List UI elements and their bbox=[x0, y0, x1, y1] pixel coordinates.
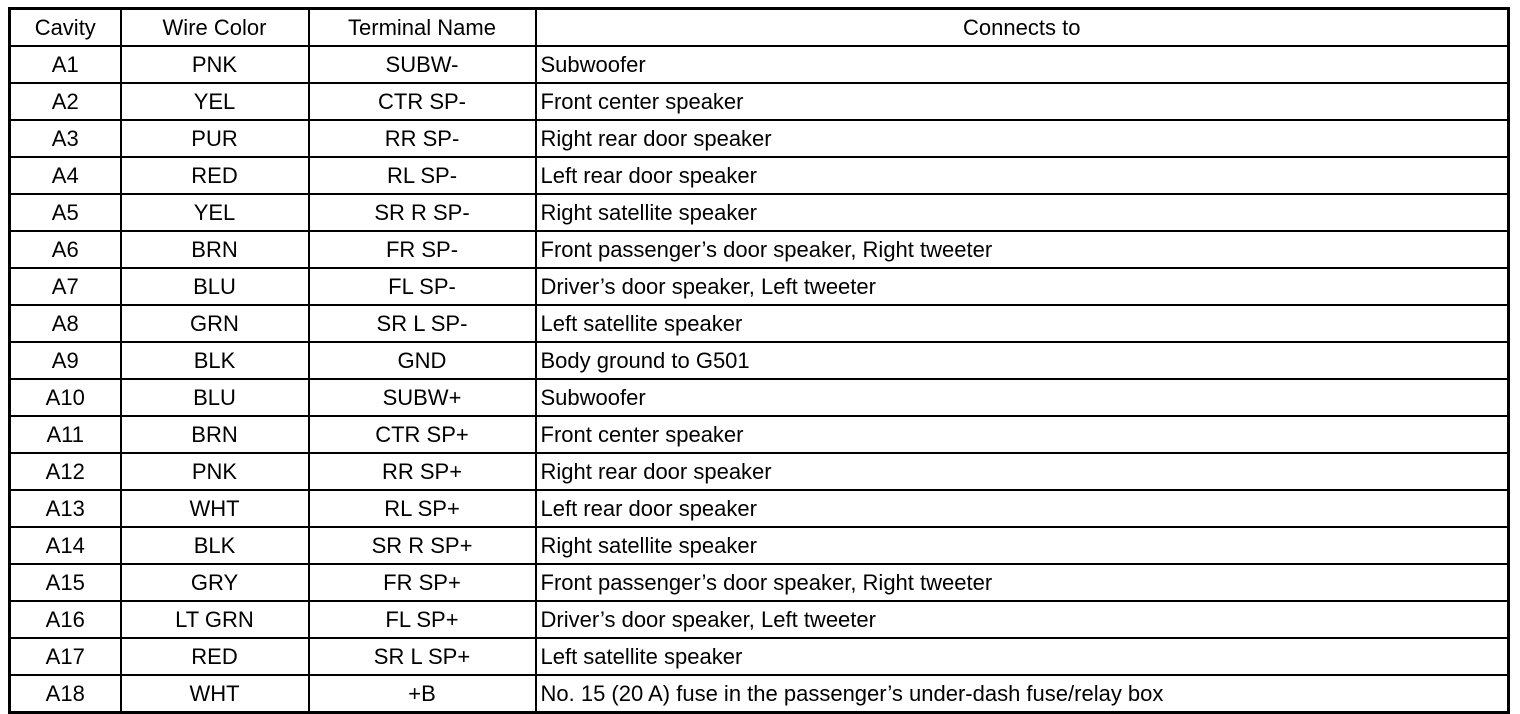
cell-wire-color: BLU bbox=[121, 379, 309, 416]
connector-pinout-table bbox=[8, 7, 1510, 714]
cell-terminal-name: SR L SP+ bbox=[309, 638, 536, 675]
cell-terminal-name: RL SP- bbox=[309, 157, 536, 194]
table-row bbox=[10, 490, 1509, 527]
cell-terminal-name: SR R SP+ bbox=[309, 527, 536, 564]
cell-terminal-name: CTR SP- bbox=[309, 83, 536, 120]
cell-wire-color: BLK bbox=[121, 342, 309, 379]
table-row bbox=[10, 120, 1509, 157]
header-cavity: Cavity bbox=[10, 9, 121, 47]
cell-terminal-name: FL SP- bbox=[309, 268, 536, 305]
cell-wire-color: PNK bbox=[121, 453, 309, 490]
table-row bbox=[10, 416, 1509, 453]
cell-connects-to: Left rear door speaker bbox=[536, 157, 1509, 194]
connector-pinout-sheet bbox=[8, 7, 1507, 707]
table-row bbox=[10, 342, 1509, 379]
table-row bbox=[10, 268, 1509, 305]
cell-cavity: A10 bbox=[10, 379, 121, 416]
header-terminal-name: Terminal Name bbox=[309, 9, 536, 47]
cell-terminal-name: RL SP+ bbox=[309, 490, 536, 527]
table-row bbox=[10, 157, 1509, 194]
cell-wire-color: BLK bbox=[121, 527, 309, 564]
cell-wire-color: BLU bbox=[121, 268, 309, 305]
cell-connects-to: Driver’s door speaker, Left tweeter bbox=[536, 268, 1509, 305]
cell-wire-color: RED bbox=[121, 157, 309, 194]
table-row bbox=[10, 601, 1509, 638]
cell-connects-to: Right satellite speaker bbox=[536, 527, 1509, 564]
cell-cavity: A5 bbox=[10, 194, 121, 231]
table-row bbox=[10, 564, 1509, 601]
cell-wire-color: BRN bbox=[121, 231, 309, 268]
cell-cavity: A14 bbox=[10, 527, 121, 564]
cell-wire-color: RED bbox=[121, 638, 309, 675]
table-row bbox=[10, 231, 1509, 268]
table-row bbox=[10, 194, 1509, 231]
table-row bbox=[10, 453, 1509, 490]
cell-connects-to: Right rear door speaker bbox=[536, 120, 1509, 157]
table-body bbox=[10, 46, 1509, 713]
cell-cavity: A3 bbox=[10, 120, 121, 157]
cell-connects-to: Subwoofer bbox=[536, 46, 1509, 83]
cell-cavity: A13 bbox=[10, 490, 121, 527]
cell-connects-to: Front passenger’s door speaker, Right tweeter bbox=[536, 231, 1509, 268]
cell-terminal-name: CTR SP+ bbox=[309, 416, 536, 453]
cell-cavity: A1 bbox=[10, 46, 121, 83]
cell-terminal-name: FL SP+ bbox=[309, 601, 536, 638]
cell-wire-color: LT GRN bbox=[121, 601, 309, 638]
cell-cavity: A11 bbox=[10, 416, 121, 453]
cell-wire-color: GRN bbox=[121, 305, 309, 342]
table-row bbox=[10, 638, 1509, 675]
cell-connects-to: Front center speaker bbox=[536, 416, 1509, 453]
cell-cavity: A17 bbox=[10, 638, 121, 675]
cell-terminal-name: FR SP+ bbox=[309, 564, 536, 601]
cell-wire-color: YEL bbox=[121, 194, 309, 231]
table-row bbox=[10, 527, 1509, 564]
cell-connects-to: Front passenger’s door speaker, Right tweeter bbox=[536, 564, 1509, 601]
cell-terminal-name: RR SP- bbox=[309, 120, 536, 157]
cell-terminal-name: RR SP+ bbox=[309, 453, 536, 490]
cell-wire-color: PUR bbox=[121, 120, 309, 157]
cell-wire-color: BRN bbox=[121, 416, 309, 453]
cell-terminal-name: SUBW- bbox=[309, 46, 536, 83]
cell-connects-to: Left satellite speaker bbox=[536, 305, 1509, 342]
cell-terminal-name: SUBW+ bbox=[309, 379, 536, 416]
cell-cavity: A18 bbox=[10, 675, 121, 713]
cell-terminal-name: SR L SP- bbox=[309, 305, 536, 342]
table-row bbox=[10, 83, 1509, 120]
header-connects-to: Connects to bbox=[536, 9, 1509, 47]
cell-connects-to: Subwoofer bbox=[536, 379, 1509, 416]
cell-wire-color: WHT bbox=[121, 675, 309, 713]
cell-wire-color: YEL bbox=[121, 83, 309, 120]
cell-cavity: A6 bbox=[10, 231, 121, 268]
cell-wire-color: WHT bbox=[121, 490, 309, 527]
table-row bbox=[10, 46, 1509, 83]
cell-connects-to: Driver’s door speaker, Left tweeter bbox=[536, 601, 1509, 638]
cell-connects-to: Body ground to G501 bbox=[536, 342, 1509, 379]
cell-connects-to: Front center speaker bbox=[536, 83, 1509, 120]
table-row bbox=[10, 675, 1509, 713]
cell-cavity: A7 bbox=[10, 268, 121, 305]
cell-cavity: A4 bbox=[10, 157, 121, 194]
cell-connects-to: Left rear door speaker bbox=[536, 490, 1509, 527]
cell-cavity: A12 bbox=[10, 453, 121, 490]
cell-connects-to: Left satellite speaker bbox=[536, 638, 1509, 675]
cell-connects-to: No. 15 (20 A) fuse in the passenger’s under-dash fuse/relay box bbox=[536, 675, 1509, 713]
table-row bbox=[10, 305, 1509, 342]
cell-connects-to: Right satellite speaker bbox=[536, 194, 1509, 231]
cell-terminal-name: GND bbox=[309, 342, 536, 379]
cell-cavity: A16 bbox=[10, 601, 121, 638]
cell-cavity: A2 bbox=[10, 83, 121, 120]
table-header-row bbox=[10, 9, 1509, 47]
cell-terminal-name: SR R SP- bbox=[309, 194, 536, 231]
cell-cavity: A9 bbox=[10, 342, 121, 379]
cell-wire-color: GRY bbox=[121, 564, 309, 601]
cell-connects-to: Right rear door speaker bbox=[536, 453, 1509, 490]
cell-terminal-name: +B bbox=[309, 675, 536, 713]
cell-cavity: A15 bbox=[10, 564, 121, 601]
table-row bbox=[10, 379, 1509, 416]
cell-wire-color: PNK bbox=[121, 46, 309, 83]
header-wire-color: Wire Color bbox=[121, 9, 309, 47]
cell-terminal-name: FR SP- bbox=[309, 231, 536, 268]
cell-cavity: A8 bbox=[10, 305, 121, 342]
